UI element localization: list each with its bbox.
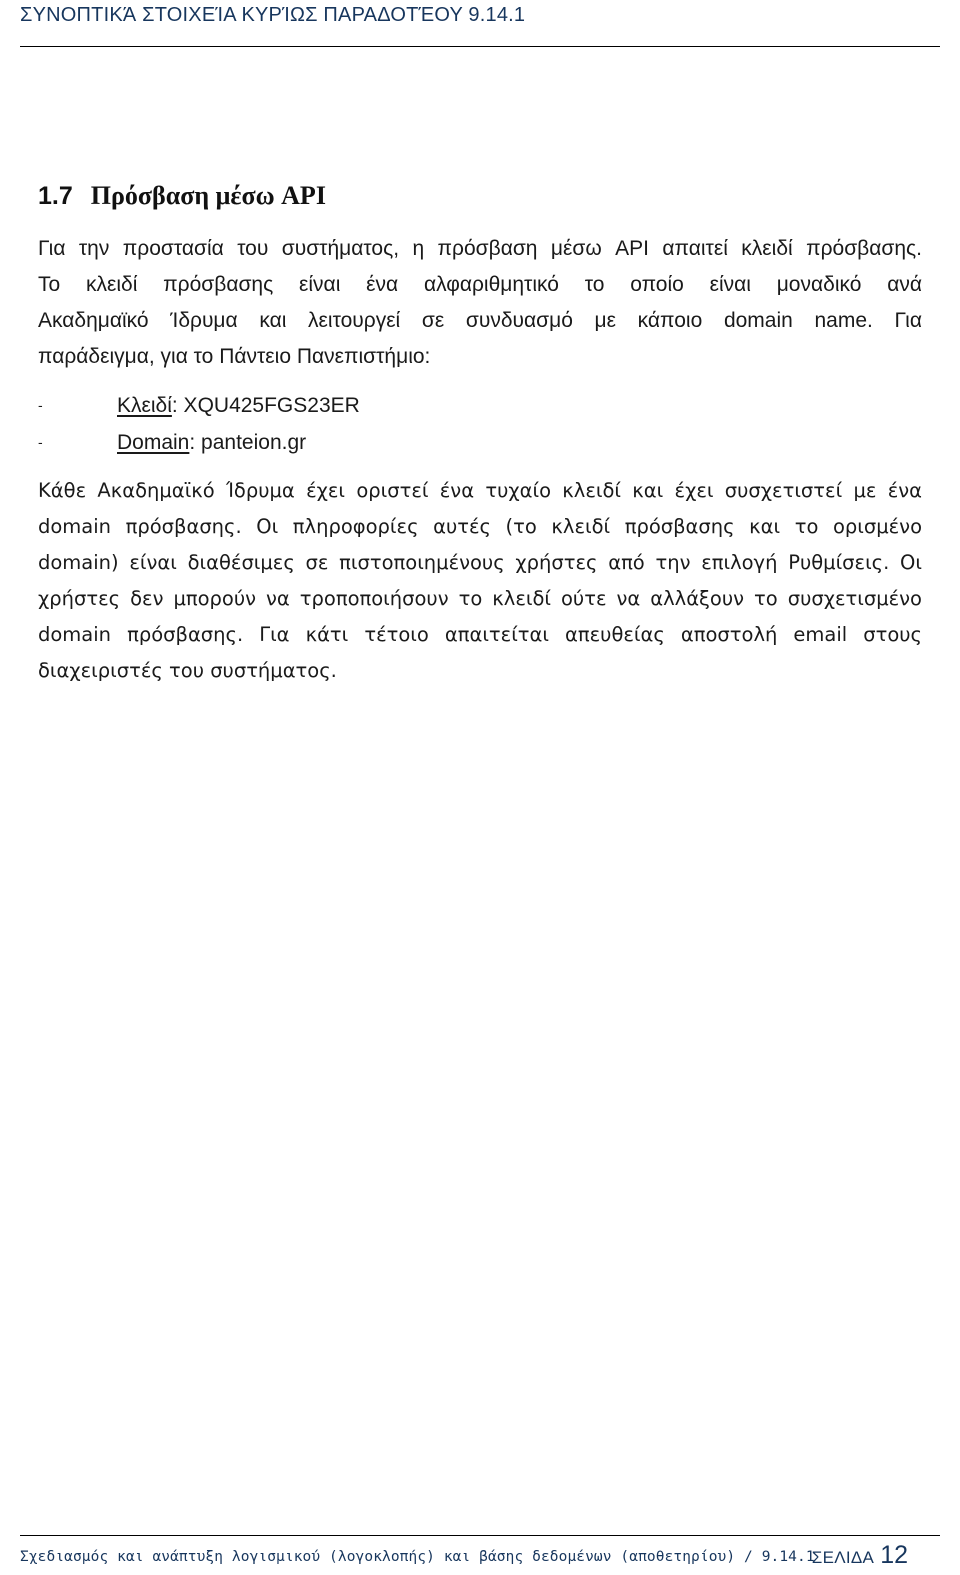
paragraph-line: domain) είναι διαθέσιμες σε πιστοποιημένους χρήστες από την επιλογή Ρυθμίσεις. Οι — [38, 551, 922, 574]
section-heading — [38, 181, 326, 211]
details-paragraph — [38, 473, 922, 689]
paragraph-line: παράδειγμα, για το Πάντειο Πανεπιστήμιο: — [38, 345, 431, 368]
header-title: ΣΥΝΟΠΤΙΚΆ ΣΤΟΙΧΕΊΑ ΚΥΡΊΩΣ ΠΑΡΑΔΟΤΈΟΥ 9.14.1 — [20, 4, 526, 26]
list-dash: - — [38, 397, 43, 413]
page-number: 12 — [880, 1541, 908, 1569]
domain-label: Domain — [117, 431, 190, 454]
intro-paragraph — [38, 231, 922, 375]
paragraph-line: Ακαδημαϊκό Ίδρυμα και λειτουργεί σε συνδυασμό με κάποιο domain name. Για — [38, 309, 922, 332]
paragraph-line: domain πρόσβασης. Για κάτι τέτοιο απαιτείται απευθείας αποστολή email στους — [38, 623, 922, 646]
header-divider — [20, 46, 940, 47]
footer-divider — [20, 1535, 940, 1536]
example-list — [38, 387, 922, 461]
list-dash: - — [38, 434, 43, 450]
list-item-key — [38, 387, 922, 424]
list-item-domain — [38, 424, 922, 461]
section-number: 1.7 — [38, 182, 73, 210]
key-label: Κλειδί — [117, 394, 172, 417]
paragraph-line: χρήστες δεν μπορούν να τροποποιήσουν το κλειδί ούτε να αλλάξουν το συσχετισμένο — [38, 587, 922, 610]
paragraph-line: domain πρόσβασης. Οι πληροφορίες αυτές (το κλειδί πρόσβασης και το ορισμένο — [38, 515, 922, 538]
page-indicator — [812, 1541, 908, 1570]
page-footer — [20, 1535, 940, 1575]
section-title: Πρόσβαση μέσω API — [90, 181, 326, 210]
domain-value: : panteion.gr — [189, 431, 307, 454]
paragraph-line: Το κλειδί πρόσβασης είναι ένα αλφαριθμητικό το οποίο είναι μοναδικό ανά — [38, 273, 922, 296]
paragraph-line: Για την προστασία του συστήματος, η πρόσβαση μέσω API απαιτεί κλειδί πρόσβασης. — [38, 237, 922, 260]
footer-text: Σχεδιασμός και ανάπτυξη λογισμικού (λογοκλοπής) και βάσης δεδομένων (αποθετηρίου) / 9.14.1 — [20, 1549, 815, 1565]
paragraph-line: διαχειριστές του συστήματος. — [38, 659, 337, 682]
key-value: : XQU425FGS23ER — [171, 394, 360, 417]
paragraph-line: Κάθε Ακαδημαϊκό Ίδρυμα έχει οριστεί ένα τυχαίο κλειδί και έχει συσχετιστεί με ένα — [38, 479, 922, 502]
page-label: ΣΕΛΙΔΑ — [811, 1548, 875, 1567]
page-header — [20, 4, 940, 48]
